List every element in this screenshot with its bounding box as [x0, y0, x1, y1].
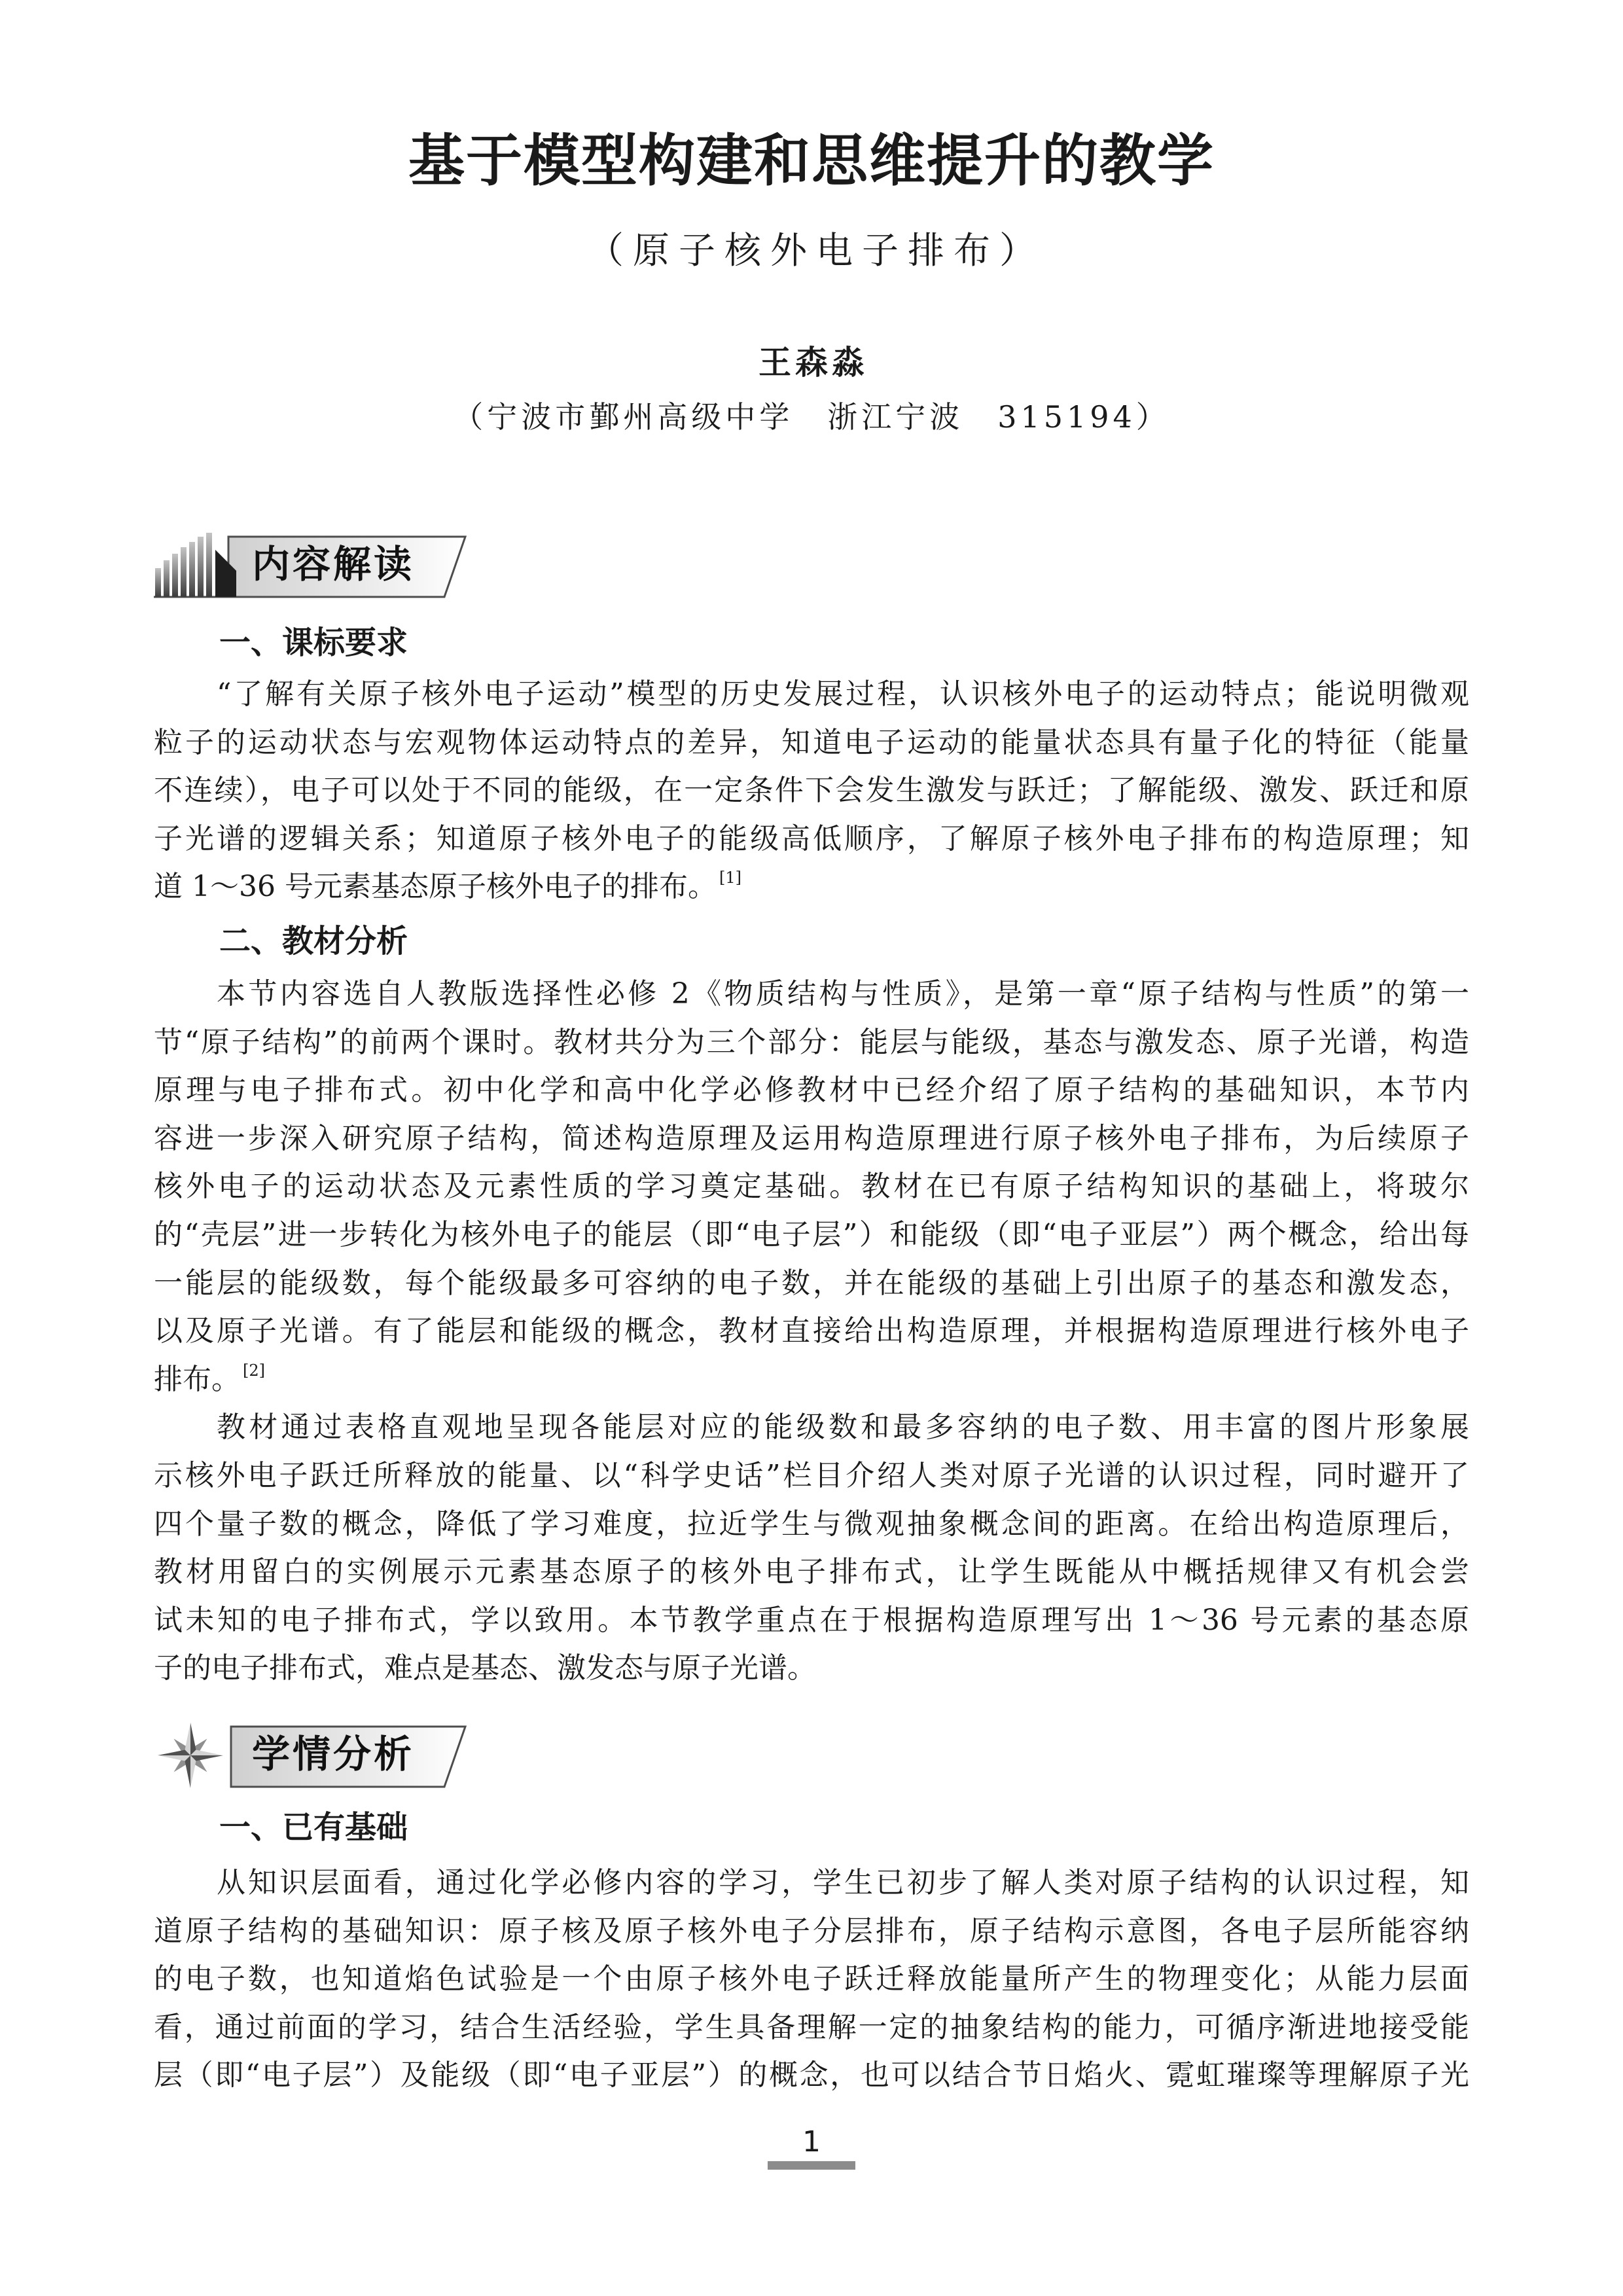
- text-line: [154, 1211, 1469, 1259]
- text-line: [154, 1355, 1469, 1404]
- text-line-content: 原理与电子排布式。初中化学和高中化学必修教材中已经介绍了原子结构的基础知识，本节内: [154, 1073, 1469, 1107]
- text-line-content: 示核外电子跃迁所释放的能量、以“科学史话”栏目介绍人类对原子光谱的认识过程，同时避开了: [154, 1458, 1469, 1492]
- text-line-content: 子光谱的逻辑关系；知道原子核外电子的能级高低顺序，了解原子核外电子排布的构造原理；知: [154, 821, 1469, 855]
- text-line: [154, 970, 1469, 1018]
- text-line: [154, 1644, 1469, 1693]
- article-title: 基于模型构建和思维提升的教学: [408, 128, 1215, 194]
- section-heading-label: 学情分析: [252, 1732, 415, 1776]
- text-line-content: 核外电子的运动状态及元素性质的学习奠定基础。教材在已有原子结构知识的基础上，将玻尔: [154, 1170, 1469, 1204]
- text-line-content: 教材通过表格直观地呈现各能层对应的能级数和最多容纳的电子数、用丰富的图片形象展: [217, 1410, 1469, 1444]
- text-line-content: 以及原子光谱。有了能层和能级的概念，教材直接给出构造原理，并根据构造原理进行核外电子: [154, 1314, 1469, 1348]
- citation-marker: [1]: [719, 869, 741, 888]
- text-line: [154, 2003, 1469, 2052]
- text-line-content: 试未知的电子排布式，学以致用。本节教学重点在于根据构造原理写出 1～36 号元素的基态原: [154, 1603, 1469, 1637]
- text-line-content: 容进一步深入研究原子结构，简述构造原理及运用构造原理进行原子核外电子排布，为后续原子: [154, 1121, 1469, 1155]
- text-line: [154, 1859, 1469, 1907]
- bar-chart-icon: [155, 533, 236, 597]
- section-heading-label: 内容解读: [252, 542, 415, 586]
- citation-marker: [2]: [243, 1361, 265, 1380]
- text-line-content: 道 1～36 号元素基态原子核外电子的排布。: [154, 870, 717, 904]
- text-line: [154, 1548, 1469, 1596]
- article-subtitle: （原子核外电子排布）: [587, 230, 1045, 272]
- text-line: [154, 863, 1469, 911]
- text-line-content: 四个量子数的概念，降低了学习难度，拉近学生与微观抽象概念间的距离。在给出构造原理后，: [154, 1507, 1469, 1541]
- text-line: [154, 1452, 1469, 1500]
- text-line: [154, 1500, 1469, 1549]
- subsection-heading: 一、课标要求: [219, 624, 408, 661]
- text-line: [154, 2051, 1469, 2100]
- text-line: [154, 1115, 1469, 1163]
- text-line: [154, 766, 1469, 815]
- text-line-content: “了解有关原子核外电子运动”模型的历史发展过程，认识核外电子的运动特点；能说明微观: [217, 677, 1469, 711]
- text-line-content: 节“原子结构”的前两个课时。教材共分为三个部分：能层与能级，基态与激发态、原子光谱，构造: [154, 1025, 1470, 1059]
- text-line-content: 层（即“电子层”）及能级（即“电子亚层”）的概念，也可以结合节日焰火、霓虹璀璨等理解原子光: [154, 2058, 1469, 2092]
- text-line-content: 看，通过前面的学习，结合生活经验，学生具备理解一定的抽象结构的能力，可循序渐进地接受能: [154, 2010, 1469, 2044]
- text-line: [154, 1907, 1469, 1956]
- author-name: 王森淼: [758, 344, 868, 382]
- text-line-content: 道原子结构的基础知识：原子核及原子核外电子分层排布，原子结构示意图，各电子层所能容纳: [154, 1914, 1469, 1948]
- paragraph: [154, 1859, 1469, 2100]
- subsection-heading: 二、教材分析: [219, 923, 408, 960]
- paragraph: [154, 1403, 1469, 1693]
- author-affiliation: （宁波市鄞州高级中学 浙江宁波 315194）: [453, 399, 1170, 435]
- section-heading-content-interpretation: [154, 528, 468, 601]
- text-line-content: 粒子的运动状态与宏观物体运动特点的差异，知道电子运动的能量状态具有量子化的特征（能量: [154, 725, 1469, 759]
- text-line: [154, 1955, 1469, 2003]
- section-heading-learning-analysis: [154, 1717, 468, 1791]
- text-line-content: 教材用留白的实例展示元素基态原子的核外电子排布式，让学生既能从中概括规律又有机会尝: [154, 1555, 1469, 1589]
- text-line: [154, 1596, 1469, 1645]
- text-line: [154, 719, 1469, 767]
- text-line: [154, 670, 1469, 719]
- text-line-content: 的电子数，也知道焰色试验是一个由原子核外电子跃迁释放能量所产生的物理变化；从能力层面: [154, 1962, 1469, 1996]
- text-line-content: 的“壳层”进一步转化为核外电子的能层（即“电子层”）和能级（即“电子亚层”）两个概念，给出每: [154, 1217, 1469, 1251]
- text-line: [154, 1307, 1469, 1355]
- text-line-content: 排布。: [154, 1362, 240, 1396]
- flower-star-icon: [158, 1723, 223, 1788]
- text-line-content: 不连续），电子可以处于不同的能级，在一定条件下会发生激发与跃迁；了解能级、激发、跃迁和原: [154, 774, 1469, 808]
- paragraph: [154, 670, 1469, 911]
- subsection-heading: 一、已有基础: [219, 1809, 408, 1846]
- text-line: [154, 1066, 1469, 1115]
- text-line: [154, 815, 1469, 863]
- text-line-content: 子的电子排布式，难点是基态、激发态与原子光谱。: [154, 1651, 816, 1685]
- text-line: [154, 1259, 1469, 1308]
- text-line: [154, 1018, 1469, 1067]
- text-line-content: 本节内容选自人教版选择性必修 2《物质结构与性质》，是第一章“原子结构与性质”的第一: [217, 977, 1469, 1011]
- text-line-content: 从知识层面看，通过化学必修内容的学习，学生已初步了解人类对原子结构的认识过程，知: [217, 1866, 1469, 1899]
- page-number: 1: [802, 2125, 821, 2159]
- page-number-underline: [768, 2161, 855, 2170]
- text-line: [154, 1403, 1469, 1452]
- text-line-content: 一能层的能级数，每个能级最多可容纳的电子数，并在能级的基础上引出原子的基态和激发态，: [154, 1266, 1469, 1300]
- text-line: [154, 1162, 1469, 1211]
- paragraph: [154, 970, 1469, 1403]
